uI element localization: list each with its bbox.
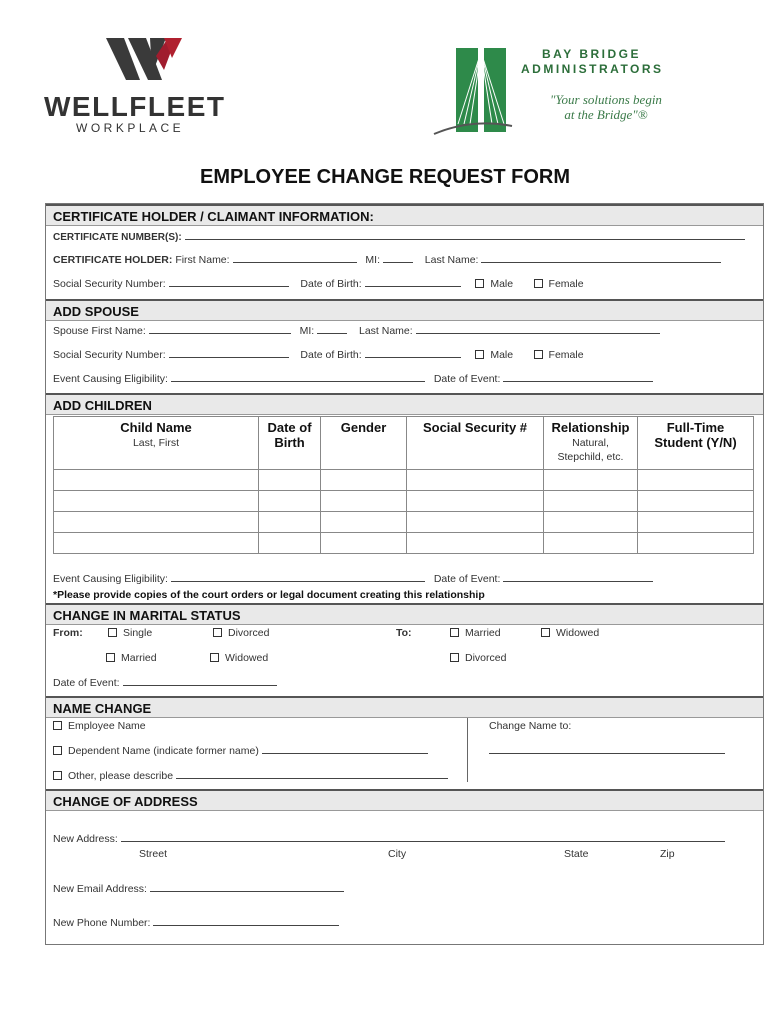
bay-bridge-logo	[432, 40, 702, 140]
wellfleet-w-mark-icon	[104, 34, 204, 84]
from-divorced-checkbox[interactable]	[213, 628, 222, 637]
wellfleet-logo	[40, 34, 230, 134]
holder-name-row	[53, 253, 724, 266]
spouse-event-row	[53, 372, 656, 385]
holder-dob-label: Date of Birth:	[300, 278, 362, 290]
holder-last-name-field[interactable]	[481, 253, 721, 263]
children-table-header	[54, 417, 754, 470]
change-name-to-row	[489, 744, 728, 757]
holder-male-checkbox[interactable]	[475, 279, 484, 288]
spouse-mi-field[interactable]	[317, 324, 347, 334]
from-divorced-label: Divorced	[228, 627, 270, 639]
marital-section-heading: CHANGE IN MARITAL STATUS	[46, 603, 763, 625]
address-zip-caption: Zip	[660, 848, 675, 860]
marital-to-married[interactable]	[450, 627, 501, 639]
children-event-date-label: Date of Event:	[433, 573, 501, 585]
name-change-section-heading: NAME CHANGE	[46, 696, 763, 718]
address-state-caption: State	[564, 848, 589, 860]
holder-ssn-row	[53, 277, 584, 290]
col-child-name	[54, 417, 259, 470]
to-widowed-label: Widowed	[556, 627, 600, 639]
children-note: *Please provide copies of the court orders or legal document creating this relationship	[53, 589, 485, 601]
change-name-to-field[interactable]	[489, 744, 725, 754]
dependent-name-checkbox[interactable]	[53, 746, 62, 755]
table-row	[54, 512, 754, 533]
new-email-field[interactable]	[150, 882, 344, 892]
holder-female-label: Female	[548, 278, 584, 290]
name-change-divider	[467, 718, 468, 782]
bay-bridge-tagline-line1: "Your solutions begin	[550, 92, 662, 107]
col-student	[638, 417, 754, 470]
name-change-dependent	[53, 744, 431, 757]
spouse-male-checkbox[interactable]	[475, 350, 484, 359]
marital-from-divorced[interactable]	[213, 627, 269, 639]
new-address-row	[53, 832, 728, 845]
children-table	[53, 416, 754, 554]
holder-ssn-label: Social Security Number:	[53, 278, 166, 290]
holder-first-name-field[interactable]	[233, 253, 357, 263]
col-ssn: Social Security #	[407, 417, 544, 470]
col-student-label-1: Full-Time	[666, 420, 725, 435]
holder-mi-field[interactable]	[383, 253, 413, 263]
bay-bridge-tagline-line2: at the Bridge"®	[564, 107, 648, 122]
col-gender: Gender	[321, 417, 407, 470]
wellfleet-subtitle: WORKPLACE	[76, 121, 185, 135]
spouse-dob-label: Date of Birth:	[300, 349, 362, 361]
marital-event-date-label: Date of Event:	[53, 677, 120, 689]
col-relationship-sub1: Natural,	[572, 437, 609, 449]
bay-bridge-mark-icon	[432, 44, 514, 136]
table-row	[54, 470, 754, 491]
to-divorced-label: Divorced	[465, 652, 507, 664]
new-email-row	[53, 882, 347, 895]
spouse-mi-label: MI:	[299, 325, 315, 337]
spouse-last-name-label: Last Name:	[359, 325, 413, 337]
other-checkbox[interactable]	[53, 771, 62, 780]
spouse-last-name-field[interactable]	[416, 324, 660, 334]
new-address-field[interactable]	[121, 832, 725, 842]
marital-from-single[interactable]	[108, 627, 152, 639]
holder-dob-field[interactable]	[365, 277, 461, 287]
from-widowed-label: Widowed	[225, 652, 269, 664]
holder-ssn-field[interactable]	[169, 277, 289, 287]
table-row	[54, 491, 754, 512]
spouse-section-heading: ADD SPOUSE	[46, 299, 763, 321]
table-row	[54, 533, 754, 554]
children-event-field[interactable]	[171, 572, 425, 582]
spouse-event-field[interactable]	[171, 372, 425, 382]
marital-to-widowed[interactable]	[541, 627, 599, 639]
certificate-numbers-field[interactable]	[185, 230, 745, 240]
children-event-date-field[interactable]	[503, 572, 653, 582]
other-description-field[interactable]	[176, 769, 448, 779]
holder-female-checkbox[interactable]	[534, 279, 543, 288]
col-dob-label-1: Date of	[267, 420, 312, 435]
marital-from-widowed[interactable]	[210, 652, 268, 664]
from-single-checkbox[interactable]	[108, 628, 117, 637]
dependent-name-label: Dependent Name (indicate former name)	[68, 745, 259, 757]
marital-to-label: To:	[396, 627, 412, 639]
spouse-dob-field[interactable]	[365, 348, 461, 358]
new-phone-row	[53, 916, 342, 929]
to-married-checkbox[interactable]	[450, 628, 459, 637]
from-single-label: Single	[123, 627, 153, 639]
holder-first-name-label: First Name:	[175, 254, 230, 266]
marital-from-label: From:	[53, 627, 83, 639]
wellfleet-name: WELLFLEET	[44, 91, 226, 122]
col-relationship-label: Relationship	[551, 420, 630, 435]
marital-from-married[interactable]	[106, 652, 157, 664]
from-married-label: Married	[121, 652, 157, 664]
new-email-label: New Email Address:	[53, 883, 147, 895]
spouse-ssn-label: Social Security Number:	[53, 349, 166, 361]
col-child-name-sub: Last, First	[132, 437, 180, 449]
from-married-checkbox[interactable]	[106, 653, 115, 662]
col-dob-label-2: Birth	[274, 435, 305, 450]
holder-male-label: Male	[490, 278, 514, 290]
marital-to-divorced[interactable]	[450, 652, 506, 664]
new-address-label: New Address:	[53, 833, 118, 845]
marital-event-row	[53, 676, 280, 689]
other-label: Other, please describe	[68, 770, 174, 782]
col-relationship-sub2: Stepchild, etc.	[557, 451, 624, 463]
col-dob	[259, 417, 321, 470]
spouse-first-name-field[interactable]	[149, 324, 291, 334]
form-title: EMPLOYEE CHANGE REQUEST FORM	[199, 166, 571, 188]
to-widowed-checkbox[interactable]	[541, 628, 550, 637]
to-married-label: Married	[465, 627, 501, 639]
employee-name-label: Employee Name	[68, 720, 146, 732]
name-change-other	[53, 769, 451, 782]
certificate-numbers-row	[53, 230, 748, 243]
name-change-employee[interactable]	[53, 720, 146, 732]
children-event-label: Event Causing Eligibility:	[53, 573, 168, 585]
from-widowed-checkbox[interactable]	[210, 653, 219, 662]
spouse-first-name-label: Spouse First Name:	[53, 325, 146, 337]
new-phone-field[interactable]	[153, 916, 339, 926]
spouse-ssn-field[interactable]	[169, 348, 289, 358]
bay-bridge-name-line2: ADMINISTRATORS	[521, 62, 664, 76]
address-street-caption: Street	[139, 848, 168, 860]
col-student-label-2: Student (Y/N)	[654, 435, 737, 450]
holder-mi-label: MI:	[365, 254, 381, 266]
address-section-heading: CHANGE OF ADDRESS	[46, 789, 763, 811]
marital-event-date-field[interactable]	[123, 676, 277, 686]
certificate-numbers-label: CERTIFICATE NUMBER(S):	[53, 232, 182, 243]
col-child-name-label: Child Name	[120, 420, 192, 435]
spouse-event-date-label: Date of Event:	[433, 373, 501, 385]
spouse-female-label: Female	[548, 349, 584, 361]
spouse-event-date-field[interactable]	[503, 372, 653, 382]
certificate-section-heading: CERTIFICATE HOLDER / CLAIMANT INFORMATION:	[46, 204, 763, 226]
children-event-row	[53, 572, 656, 585]
col-relationship	[544, 417, 638, 470]
to-divorced-checkbox[interactable]	[450, 653, 459, 662]
change-name-to-label: Change Name to:	[489, 720, 572, 732]
spouse-name-row	[53, 324, 663, 337]
new-phone-label: New Phone Number:	[53, 917, 151, 929]
spouse-ssn-row	[53, 348, 584, 361]
employee-name-checkbox[interactable]	[53, 721, 62, 730]
bay-bridge-tagline	[536, 92, 676, 122]
address-city-caption: City	[388, 848, 407, 860]
change-request-form	[45, 203, 764, 945]
bay-bridge-name-line1: BAY BRIDGE	[542, 47, 642, 61]
children-section-heading: ADD CHILDREN	[46, 393, 763, 415]
spouse-event-label: Event Causing Eligibility:	[53, 373, 168, 385]
spouse-male-label: Male	[490, 349, 514, 361]
dependent-name-field[interactable]	[262, 744, 428, 754]
holder-last-name-label: Last Name:	[424, 254, 479, 266]
holder-label: CERTIFICATE HOLDER:	[53, 254, 173, 266]
spouse-female-checkbox[interactable]	[534, 350, 543, 359]
